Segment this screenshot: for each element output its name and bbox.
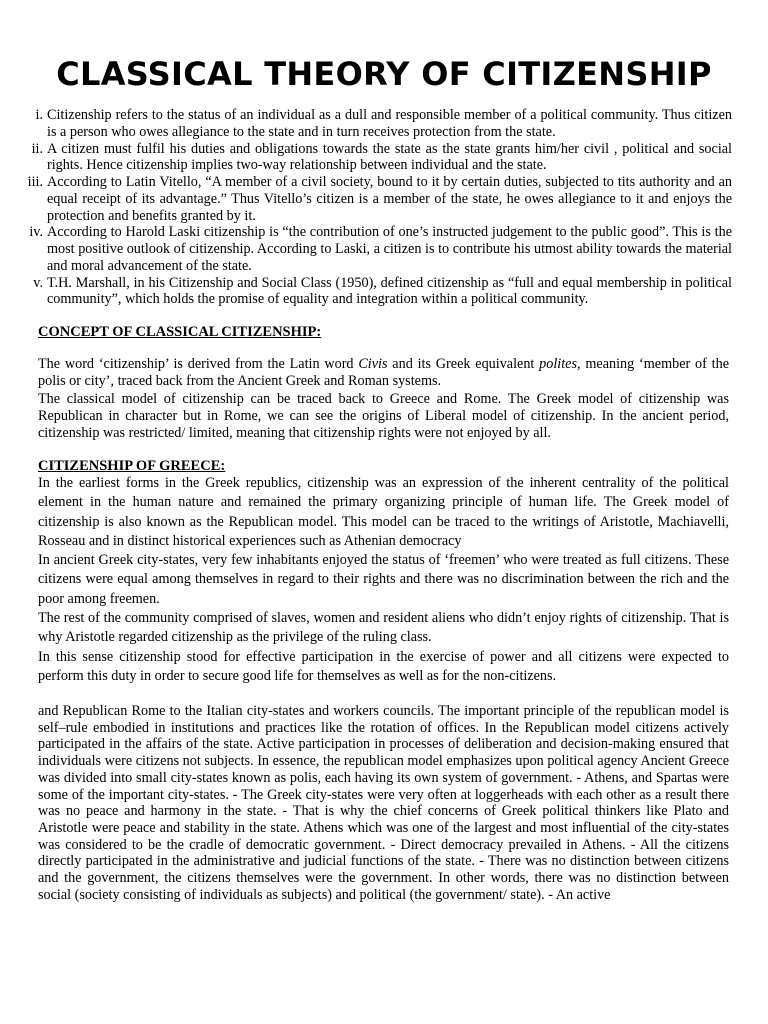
text-run: , meaning ‘member of the polis or city’, traced back from the Ancient Greek and Roman systems.	[38, 356, 729, 390]
page-title: CLASSICAL THEORY OF CITIZENSHIP	[56, 55, 712, 93]
concept-section	[38, 356, 729, 442]
list-item	[30, 141, 732, 175]
text-run: and its Greek equivalent	[387, 356, 540, 372]
list-item-number: iv.	[29, 224, 43, 241]
list-item-number: v.	[33, 274, 43, 291]
list-item-text: A citizen must fulfil his duties and obligations towards the state as the state grants him/her civil , political and social rights. Hence citizenship implies two-way relationship between individual and the state.	[47, 140, 732, 174]
definitions-list	[27, 107, 732, 308]
list-item-number: iii.	[27, 174, 43, 190]
greece-heading: CITIZENSHIP OF GREECE:	[38, 458, 226, 474]
list-item-text: Citizenship refers to the status of an individual as a dull and responsible member of a political community. Thus citizen is a person who owes allegiance to the state and in turn receives protection from the state.	[47, 107, 732, 140]
italic-term-polites: polites	[539, 356, 578, 372]
concept-paragraph-1	[38, 356, 729, 391]
greece-paragraph-3: The rest of the community comprised of slaves, women and resident aliens who didn’t enjoy rights of citizenship. That is why Aristotle regarded citizenship as the privilege of the ruling class.	[38, 610, 729, 646]
list-item-text: T.H. Marshall, in his Citizenship and Social Class (1950), defined citizenship as “full and equal membership in political community”, which holds the promise of equality and integration within a political community.	[47, 274, 732, 308]
greece-section	[38, 474, 729, 686]
list-item-text: According to Latin Vitello, “A member of a civil society, bound to it by certain duties, subjected to tits authority and an equal receipt of its advantage.” Thus Vitello’s citizen is a member of the state, he owes allegiance to it and enjoys the protection and benefits granted by it.	[47, 174, 732, 224]
continuation-section	[38, 703, 729, 903]
list-item	[30, 275, 732, 309]
list-item	[30, 224, 732, 274]
greece-paragraph-4: In this sense citizenship stood for effective participation in the exercise of power and all citizens were expected to perform this duty in order to secure good life for themselves as well as for the non-citizens.	[38, 648, 729, 684]
greece-paragraph-2: In ancient Greek city-states, very few inhabitants enjoyed the status of ‘freemen’ who were treated as full citizens. These citizens were equal among themselves in regard to their rights and there was no discrimination between the rich and the poor among freemen.	[38, 552, 729, 607]
italic-term-civis: Civis	[358, 356, 388, 372]
list-item	[30, 107, 732, 141]
concept-heading: CONCEPT OF CLASSICAL CITIZENSHIP:	[38, 324, 322, 340]
list-item-number: i.	[35, 107, 43, 123]
list-item-text: According to Harold Laski citizenship is “the contribution of one’s instructed judgement to the public good”. This is the most positive outlook of citizenship. According to Laski, a citizen is to contribute his utmost ability towards the material and moral advancement of the state.	[47, 224, 732, 274]
concept-paragraph-2: The classical model of citizenship can be traced back to Greece and Rome. The Greek model of citizenship was Republican in character but in Rome, we can see the origins of Liberal model of citizenship. In the ancient period, citizenship was restricted/ limited, meaning that citizenship rights were not enjoyed by all.	[38, 390, 729, 442]
list-item-number: ii.	[31, 140, 43, 157]
text-run: The word ‘citizenship’ is derived from the Latin word	[38, 356, 359, 372]
greece-paragraph-1: In the earliest forms in the Greek republics, citizenship was an expression of the inherent centrality of the political element in the human nature and remained the primary organizing principle of human life. The Greek model of citizenship is also known as the Republican model. This model can be traced to the writings of Aristotle, Machiavelli, Rosseau and in distinct historical experiences such as Athenian democracy	[38, 475, 729, 549]
continuation-paragraph: and Republican Rome to the Italian city-states and workers councils. The important principle of the republican model is self–rule embodied in institutions and practices like the rotation of offices. In the Republican model citizens actively participated in the affairs of the state. Active participation in processes of deliberation and decision-making ensured that individuals were citizens not subjects. In essence, the republican model emphasizes upon political agency Ancient Greece was divided into small city-states known as polis, each having its own system of government. - Athens, and Spartas were some of the important city-states. - The Greek city-states were very often at loggerheads with each other as a result there was no peace and harmony in the state. - That is why the chief concerns of Greek political thinkers like Plato and Aristotle were peace and stability in the state. Athens which was one of the largest and most influential of the city-states was considered to be the cradle of democratic government. - Direct democracy prevailed in Athens. - All the citizens directly participated in the administrative and judicial functions of the state. - There was no distinction between citizens and the government, the citizens themselves were the government. In other words, there was no distinction between social (society consisting of individuals as subjects) and political (the government/ state). - An active	[38, 703, 729, 903]
list-item	[27, 174, 732, 224]
